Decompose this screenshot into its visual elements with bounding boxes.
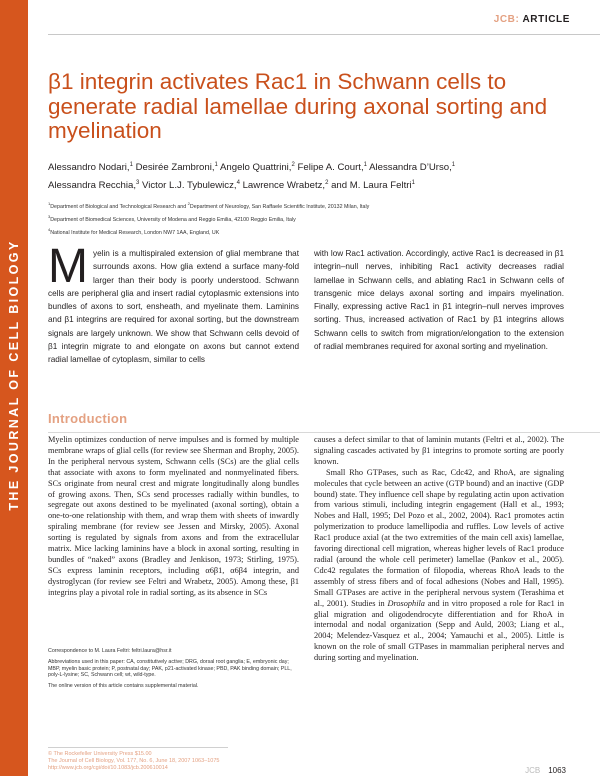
author-line [48,158,568,176]
author-affiliation-mark: 1 [214,162,218,168]
header-rule [48,34,600,35]
article-title: β1 integrin activates Rac1 in Schwann cells to generate radial lamellae during axonal sorting and myelination [48,69,548,143]
affiliation-text: Department of Biomedical Sciences, University of Modena and Reggio Emilia, 42100 Reggio Emilia, Italy [50,216,296,223]
author-affiliation-mark: 1 [411,179,415,186]
author-affiliation-mark: 1 [451,162,456,168]
author-affiliation-mark: 2 [325,179,329,186]
body-left-column [48,435,299,599]
footer-doi-link[interactable]: http://www.jcb.org/cgi/doi/10.1083/jcb.200610014 [48,765,168,772]
correspondence-note: Correspondence to M. Laura Feltri: feltri.laura@hsr.it [48,648,172,654]
page-number-block [525,766,566,775]
body-paragraph: Myelin optimizes conduction of nerve impulses and is formed by multiple membrane wraps of glial cells (for review see Sherman and Brophy, 2005). In the peripheral nervous system, Schwann cells (SCs) are the glial cells that associate with axons to form myelinated and nonmyelinated fibers. SCs originate from neural crest and migrate longitudinally along bundles of growing axons. Then, SCs send processes radially within bundles, to segregate out axons destined to be myelinated (axonal sorting), obtain a one-to-one relationship with them, and wrap them with sheets of inwardly spiraling membrane (for review see Jessen and Mirsky, 2005). Axonal sorting is regulated by signals from axons and from the extracellular matrix. Mice lacking laminins have a block in axonal sorting, resulting in bundles of “naked” axons (Bradley and Jenkison, 1973; Stirling, 1975). SCs express laminin receptors, including α6β1, α6β4 integrin, and dystroglycan (for review see Feltri and Wrabetz, 2005). Among these, β1 integrins play a pivotal role in radial sorting, as its absence in SCs [48,435,299,597]
affiliation-mark: 4 [48,227,51,233]
abstract-left-column [48,240,299,367]
abstract-text-right: with low Rac1 activation. Accordingly, active Rac1 is decreased in β1 integrin–null nerves, inhibiting Rac1 activity decreases radial lamellae in Schwann cells, and ablating Rac1 in Schwann cells of transgenic mice delays axonal sorting and impairs myelination. Finally, expressing active Rac1 in β1 integrin–null nerves improves sorting. Thus, increased activation of Rac1 by β1 integrins allows Schwann cells to switch from migration/elongation to the extension of radial membranes required for axonal sorting and myelination. [314,249,564,352]
author-name: Alessandra Recchia, [48,179,136,191]
journal-abbrev: JCB: [493,14,520,25]
affiliation-mark: 2 [187,201,190,206]
abstract-right-column [314,247,564,353]
author-name: and M. Laura Feltri [331,179,412,191]
body-right-column [314,435,564,664]
affiliation-text: Department of Neurology, San Raffaele Scientific Institute, 20132 Milan, Italy [189,203,370,210]
affiliation-text: Department of Biological and Technological Research and [50,203,188,210]
author-list [48,158,568,193]
author-affiliation-mark: 4 [236,179,240,186]
page-footer [48,751,219,773]
footnotes [48,648,299,694]
author-affiliation-mark: 2 [291,162,295,168]
author-name: Alessandro Nodari, [48,162,130,174]
author-affiliation-mark: 1 [363,162,367,168]
affiliation-mark: 3 [48,214,51,220]
sidebar-journal-name: THE JOURNAL OF CELL BIOLOGY [7,239,21,511]
author-name: Angelo Quattrini, [220,162,292,174]
section-heading-introduction: Introduction [48,411,128,426]
author-affiliation-mark: 3 [136,179,140,186]
author-affiliation-mark: 1 [129,162,133,168]
affiliation-line [48,199,568,212]
page-number: 1063 [548,766,566,775]
footer-rule [48,747,228,748]
affiliation-mark: 1 [48,201,51,206]
article-type-tag [494,14,570,25]
article-type: ARTICLE [522,14,570,25]
body-paragraph: Small Rho GTPases, such as Rac, Cdc42, and RhoA, are signaling molecules that cycle between an active (GTP bound) and an inactive (GDP bound) state. They influence cell shape by regulating actin upon activation from various stimuli, including integrin engagement (Hall et al., 1993; Nobes and Hall, 1995; Del Pozo et al., 2002, 2004). Rac1 promotes actin polymerization to produce lamellipodia and ruffles. Low levels of active Rac1 produce axial (at the two extremities of the main cell axis) lamellae, favoring directional cell migration, whereas higher levels of Rac1 produce radial (around the whole cell perimeter) lamellae (Pankov et al., 2005). Cdc42 regulates the formation of filopodia, whereas RhoA leads to the assembly of stress fibers and of focal adhesions (Nobes and Hall, 1995). Small GTPases are active in the peripheral nervous system (Terashima et al., 2001). Studies in Drosophila and in vitro proposed a role for Rac1 in glial migration and oligodendrocyte differentiation and for RhoA in internodal and nodal organization (Sepp and Auld, 2003; Liang et al., 2004; Melendez-Vasquez et al., 2004; Yamauchi et al., 2005). Little is known on the role of small GTPases in mammalian peripheral nerves and during sorting and myelination. [314,467,564,663]
affiliation-line [48,225,568,238]
abstract-text-left: yelin is a multispiraled extension of glial membrane that surrounds axons. How glia extend a surface many-fold larger than their body is poorly understood. Schwann cells are peripheral glia and insert radial cytoplasmic extensions into bundles of axons to sort, ensheath, and myelinate them. Laminins and β1 integrins are required for axonal sorting, but the downstream signals are largely unknown. We show that Schwann cells devoid of β1 integrin migrate to and elongate on axons but cannot extend radial lamellae of cytoplasm, similar to cells [48,249,299,365]
author-line [48,176,568,194]
affiliation-text: National Institute for Medical Research, London NW7 1AA, England, UK [50,229,220,236]
italic-term: Drosophila [387,598,425,608]
page-journal: JCB [525,766,541,775]
abstract-dropcap: M [48,240,88,293]
author-name: Victor L.J. Tybulewicz, [142,179,237,191]
abbreviations-note: Abbreviations used in this paper: CA, constitutively active; DRG, dorsal root ganglia; E, embryonic day; MBP, myelin basic protein; P, postnatal day; PAK, p21-activated kinase; PBD, PAK binding domain; PLL, poly-L-lysine; SC, Schwann cell; wt, wild-type. [48,658,292,679]
affiliations [48,199,568,238]
affiliation-line [48,212,568,225]
footer-citation: The Journal of Cell Biology, Vol. 177, No. 6, June 18, 2007 1063–1075 [48,758,220,765]
section-rule [48,432,600,433]
author-name: Alessandra D’Urso, [369,162,452,174]
author-name: Lawrence Wrabetz, [242,179,326,191]
supplemental-note: The online version of this article contains supplemental material. [48,683,199,690]
author-name: Felipe A. Court, [297,162,364,174]
author-name: Desirée Zambroni, [135,162,215,174]
journal-sidebar [0,0,28,776]
footer-copyright: © The Rockefeller University Press $15.00 [48,751,152,757]
body-paragraph: causes a defect similar to that of laminin mutants (Feltri et al., 2002). The signaling cascades activated by β1 integrins to promote sorting are poorly known. [314,435,564,466]
